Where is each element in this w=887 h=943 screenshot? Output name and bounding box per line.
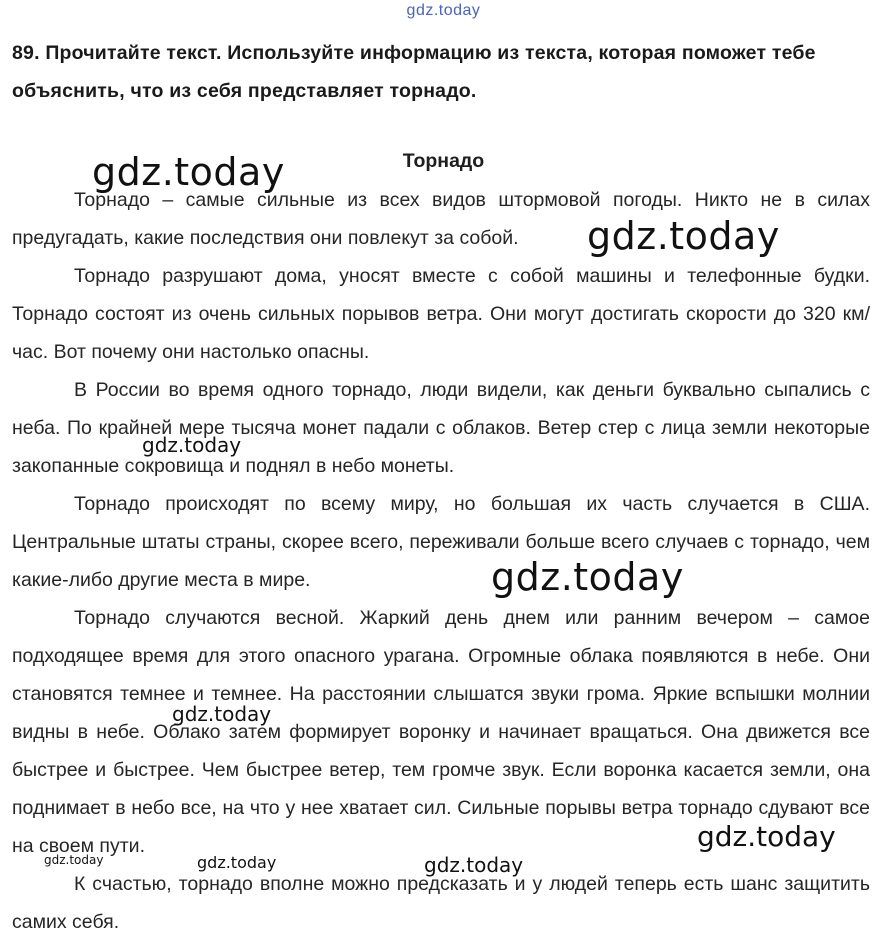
watermark: gdz.today [197, 853, 277, 872]
watermark: gdz.today [424, 853, 524, 877]
paragraph: К счастью, торнадо вполне можно предсказать и у людей теперь есть шанс защитить самих себя. [12, 873, 870, 933]
paragraph: Торнадо – самые сильные из всех видов штормовой погоды. Никто не в силах предугадать, какие последствия они повлекут за собой. [12, 189, 870, 249]
paragraph: Торнадо происходят по всему миру, но большая их часть случается в США. Центральные штаты страны, скорее всего, переживали больше всего случаев с торнадо, чем какие-либо другие места в мире. [12, 493, 870, 591]
watermark: gdz.today [587, 214, 780, 258]
watermark: gdz.today [172, 702, 272, 726]
watermark: gdz.today [697, 820, 836, 853]
task-heading: 89. Прочитайте текст. Используйте информацию из текста, которая поможет тебе объяснить, что из себя представляет торнадо. [12, 42, 816, 102]
watermark: gdz.today [92, 150, 285, 194]
paragraph: В России во время одного торнадо, люди видели, как деньги буквально сыпались с неба. По крайней мере тысяча монет падали с облаков. Ветер стер с лица земли некоторые закопанные сокровища и поднял в небо монеты. [12, 379, 870, 477]
article-title: Торнадо [402, 150, 485, 172]
paragraph: Торнадо разрушают дома, уносят вместе с собой машины и телефонные будки. Торнадо состоят из очень сильных порывов ветра. Они могут достигать скорости до 320 км/час. Вот почему они настолько опасны. [12, 265, 870, 363]
site-watermark-header: gdz.today [406, 2, 481, 19]
watermark: gdz.today [44, 853, 104, 867]
watermark: gdz.today [142, 433, 242, 457]
watermark: gdz.today [491, 555, 684, 599]
paragraph: Торнадо случаются весной. Жаркий день днем или ранним вечером – самое подходящее время для этого опасного урагана. Огромные облака появляются в небе. Они становятся темнее и темнее. На расстоянии слышатся звуки грома. Яркие вспышки молнии видны в небе. Облако затем формирует воронку и начинает вращаться. Она движется все быстрее и быстрее. Чем быстрее ветер, тем громче звук. Если воронка касается земли, она поднимает в небо все, на что у нее хватает сил. Сильные порывы ветра торнадо сдувают все на своем пути. [12, 607, 870, 857]
